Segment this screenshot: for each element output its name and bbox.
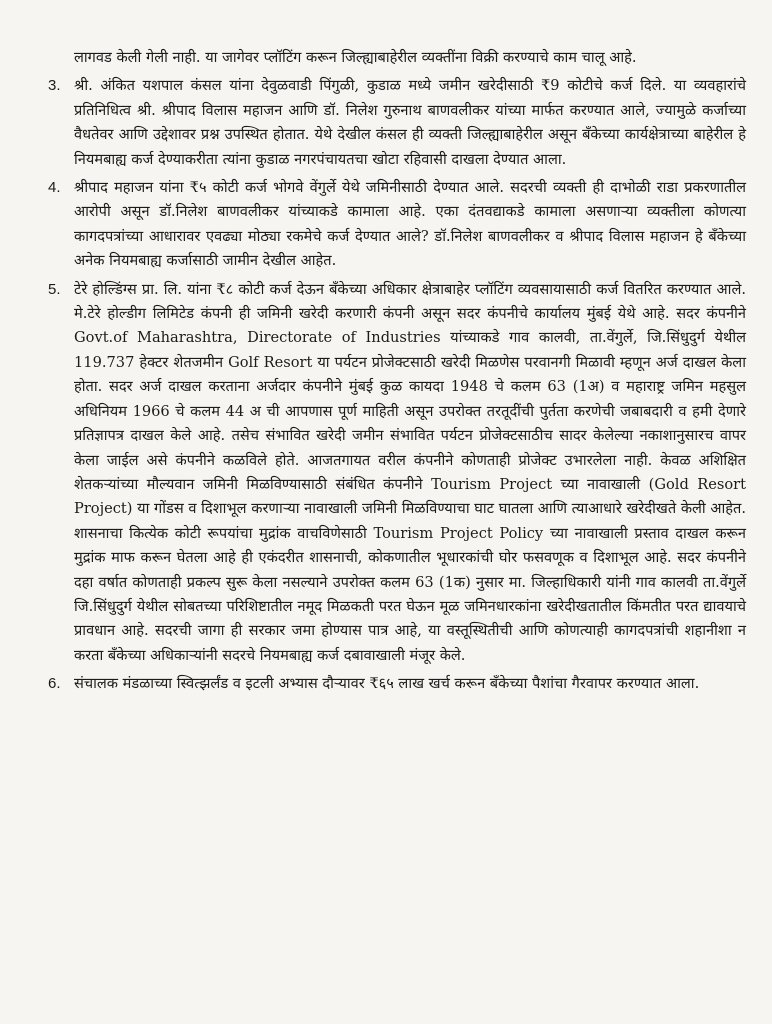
- item-number: 6.: [48, 675, 61, 693]
- intro-paragraph: लागवड केली गेली नाही. या जागेवर प्लॉटिंग करून जिल्ह्याबाहेरील व्यक्तींना विक्री करण्याचे काम चालू आहे.: [74, 49, 637, 66]
- item-text: संचालक मंडळाच्या स्वित्झर्लंड व इटली अभ्यास दौऱ्यावर ₹६५ लाख खर्च करून बँकेच्या पैशांचा गैरवापर करण्यात आला.: [74, 675, 700, 693]
- item-number: 3.: [48, 77, 61, 95]
- item-text: टेरे होल्डिंग्स प्रा. लि. यांना ₹८ कोटी कर्ज देऊन बँकेच्या अधिकार क्षेत्राबाहेर प्लॉटिंग व्यवसायासाठी कर्ज वितरित करण्यात आले. मे.टेरे होल्डीग लिमिटेड कंपनी ही जमिनी खरेदी करणारी कंपनी असून सदर कंपनीचे कार्यालय मुंबई येथे आहे. सदर कंपनीने Govt.of Maharashtra, Directorate of Industries यांच्याकडे गाव कालवी, ता.वेंगुर्ले, जि.सिंधुदुर्ग येथील 119.737 हेक्टर शेतजमीन Golf Resort या पर्यटन प्रोजेक्टसाठी खरेदी मिळणेस परवानगी मिळावी म्हणून अर्ज दाखल केला होता. सदर अर्ज दाखल करताना अर्जदार कंपनीने मुंबई कुळ कायदा 1948 चे कलम 63 (1अ) व महाराष्ट्र जमिन महसुल अधिनियम 1966 चे कलम 44 अ ची आपणास पूर्ण माहिती असून उपरोक्त तरतूदींची पुर्तता करणेची जबाबदारी व हमी देणारे प्रतिज्ञापत्र दाखल केले आहे. तसेच संभावित खरेदी जमीन संभावित पर्यटन प्रोजेक्टसाठीच सादर केलेल्या नकाशानुसारच वापर केला जाईल असे कंपनीने कळविले होते. आजतगायत वरील कंपनीने कोणताही प्रोजेक्ट उभारलेला नाही. केवळ अशिक्षित शेतकऱ्यांच्या मौल्यवान जमिनी मिळविण्यासाठी संबंधित कंपनीने Tourism Project च्या नावाखाली (Gold Resort Project) या गोंडस व दिशाभूल करणाऱ्या नावाखाली जमिनी मिळविण्याचा घाट घातला आणि त्याआधारे खरेदीखते केली आहेत. शासनाचा कित्येक कोटी रूपयांचा मुद्रांक वाचविणेसाठी Tourism Project Policy च्या नावाखाली प्रस्ताव दाखल करून मुद्रांक माफ करून घेतला आहे ही एकंदरीत शासनाची, कोकणातील भूधारकांची घोर फसवणूक व दिशाभूल आहे. सदर कंपनीने दहा वर्षात कोणताही प्रकल्प सुरू केला नसल्याने उपरोक्त कलम 63 (1क) नुसार मा. जिल्हाधिकारी यांनी गाव कालवी ता.वेंगुर्ले जि.सिंधुदुर्ग येथील सोबतच्या परिशिष्टातील नमूद मिळकती परत घेऊन मूळ जमिनधारकांना खरेदीखतातील किंमतीत परत द्यावयाचे प्रावधान आहे. सदरची जागा ही सरकार जमा होण्यास पात्र आहे, या वस्तूस्थितीची आणि कोणत्याही कागदपत्रांची शहानीशा न करता बँकेच्या अधिकाऱ्यांनी सदरचे नियमबाह्य कर्ज दबावाखाली मंजूर केले.: [74, 280, 747, 664]
- item-number: 4.: [48, 179, 61, 197]
- list-item-5: [0, 278, 746, 669]
- list-item-4: [0, 176, 746, 274]
- list-item-3: [0, 74, 746, 172]
- item-text: श्रीपाद महाजन यांना ₹५ कोटी कर्ज भोगवे वेंगुर्ले येथे जमिनीसाठी देण्यात आले. सदरची व्यक्ती ही दाभोळी राडा प्रकरणातील आरोपी असून डॉ.निलेश बाणवलीकर यांच्याकडे कामाला आहे. एका दंतवद्याकडे कामाला असणाऱ्या व्यक्तीला कोणत्या कागदपत्रांच्या आधारावर एवढ्या मोठ्या रकमेचे कर्ज देण्यात आले? डॉ.निलेश बाणवलीकर व श्रीपाद विलास महाजन हे बँकेच्या अनेक नियमबाह्य कर्जासाठी जामीन देखील आहेत.: [74, 179, 746, 270]
- item-text: श्री. अंकित यशपाल कंसल यांना देवुळवाडी पिंगुळी, कुडाळ मध्ये जमीन खरेदीसाठी ₹9 कोटीचे कर्ज दिले. या व्यवहारांचे प्रतिनिधित्व श्री. श्रीपाद विलास महाजन आणि डॉ. निलेश गुरुनाथ बाणवलीकर यांच्या मार्फत करण्यात आले, ज्यामुळे कर्जाच्या वैधतेवर आणि उद्देशावर प्रश्न उपस्थित होतात. येथे देखील कंसल ही व्यक्ती जिल्ह्याबाहेरील असून बँकेच्या कार्यक्षेत्राच्या बाहेरील हे नियमबाह्य कर्ज देण्याकरीता त्यांना कुडाळ नगरपंचायतचा खोटा रहिवासी दाखला देण्यात आला.: [74, 77, 746, 168]
- list-item-6: [0, 672, 746, 696]
- item-number: 5.: [48, 280, 61, 298]
